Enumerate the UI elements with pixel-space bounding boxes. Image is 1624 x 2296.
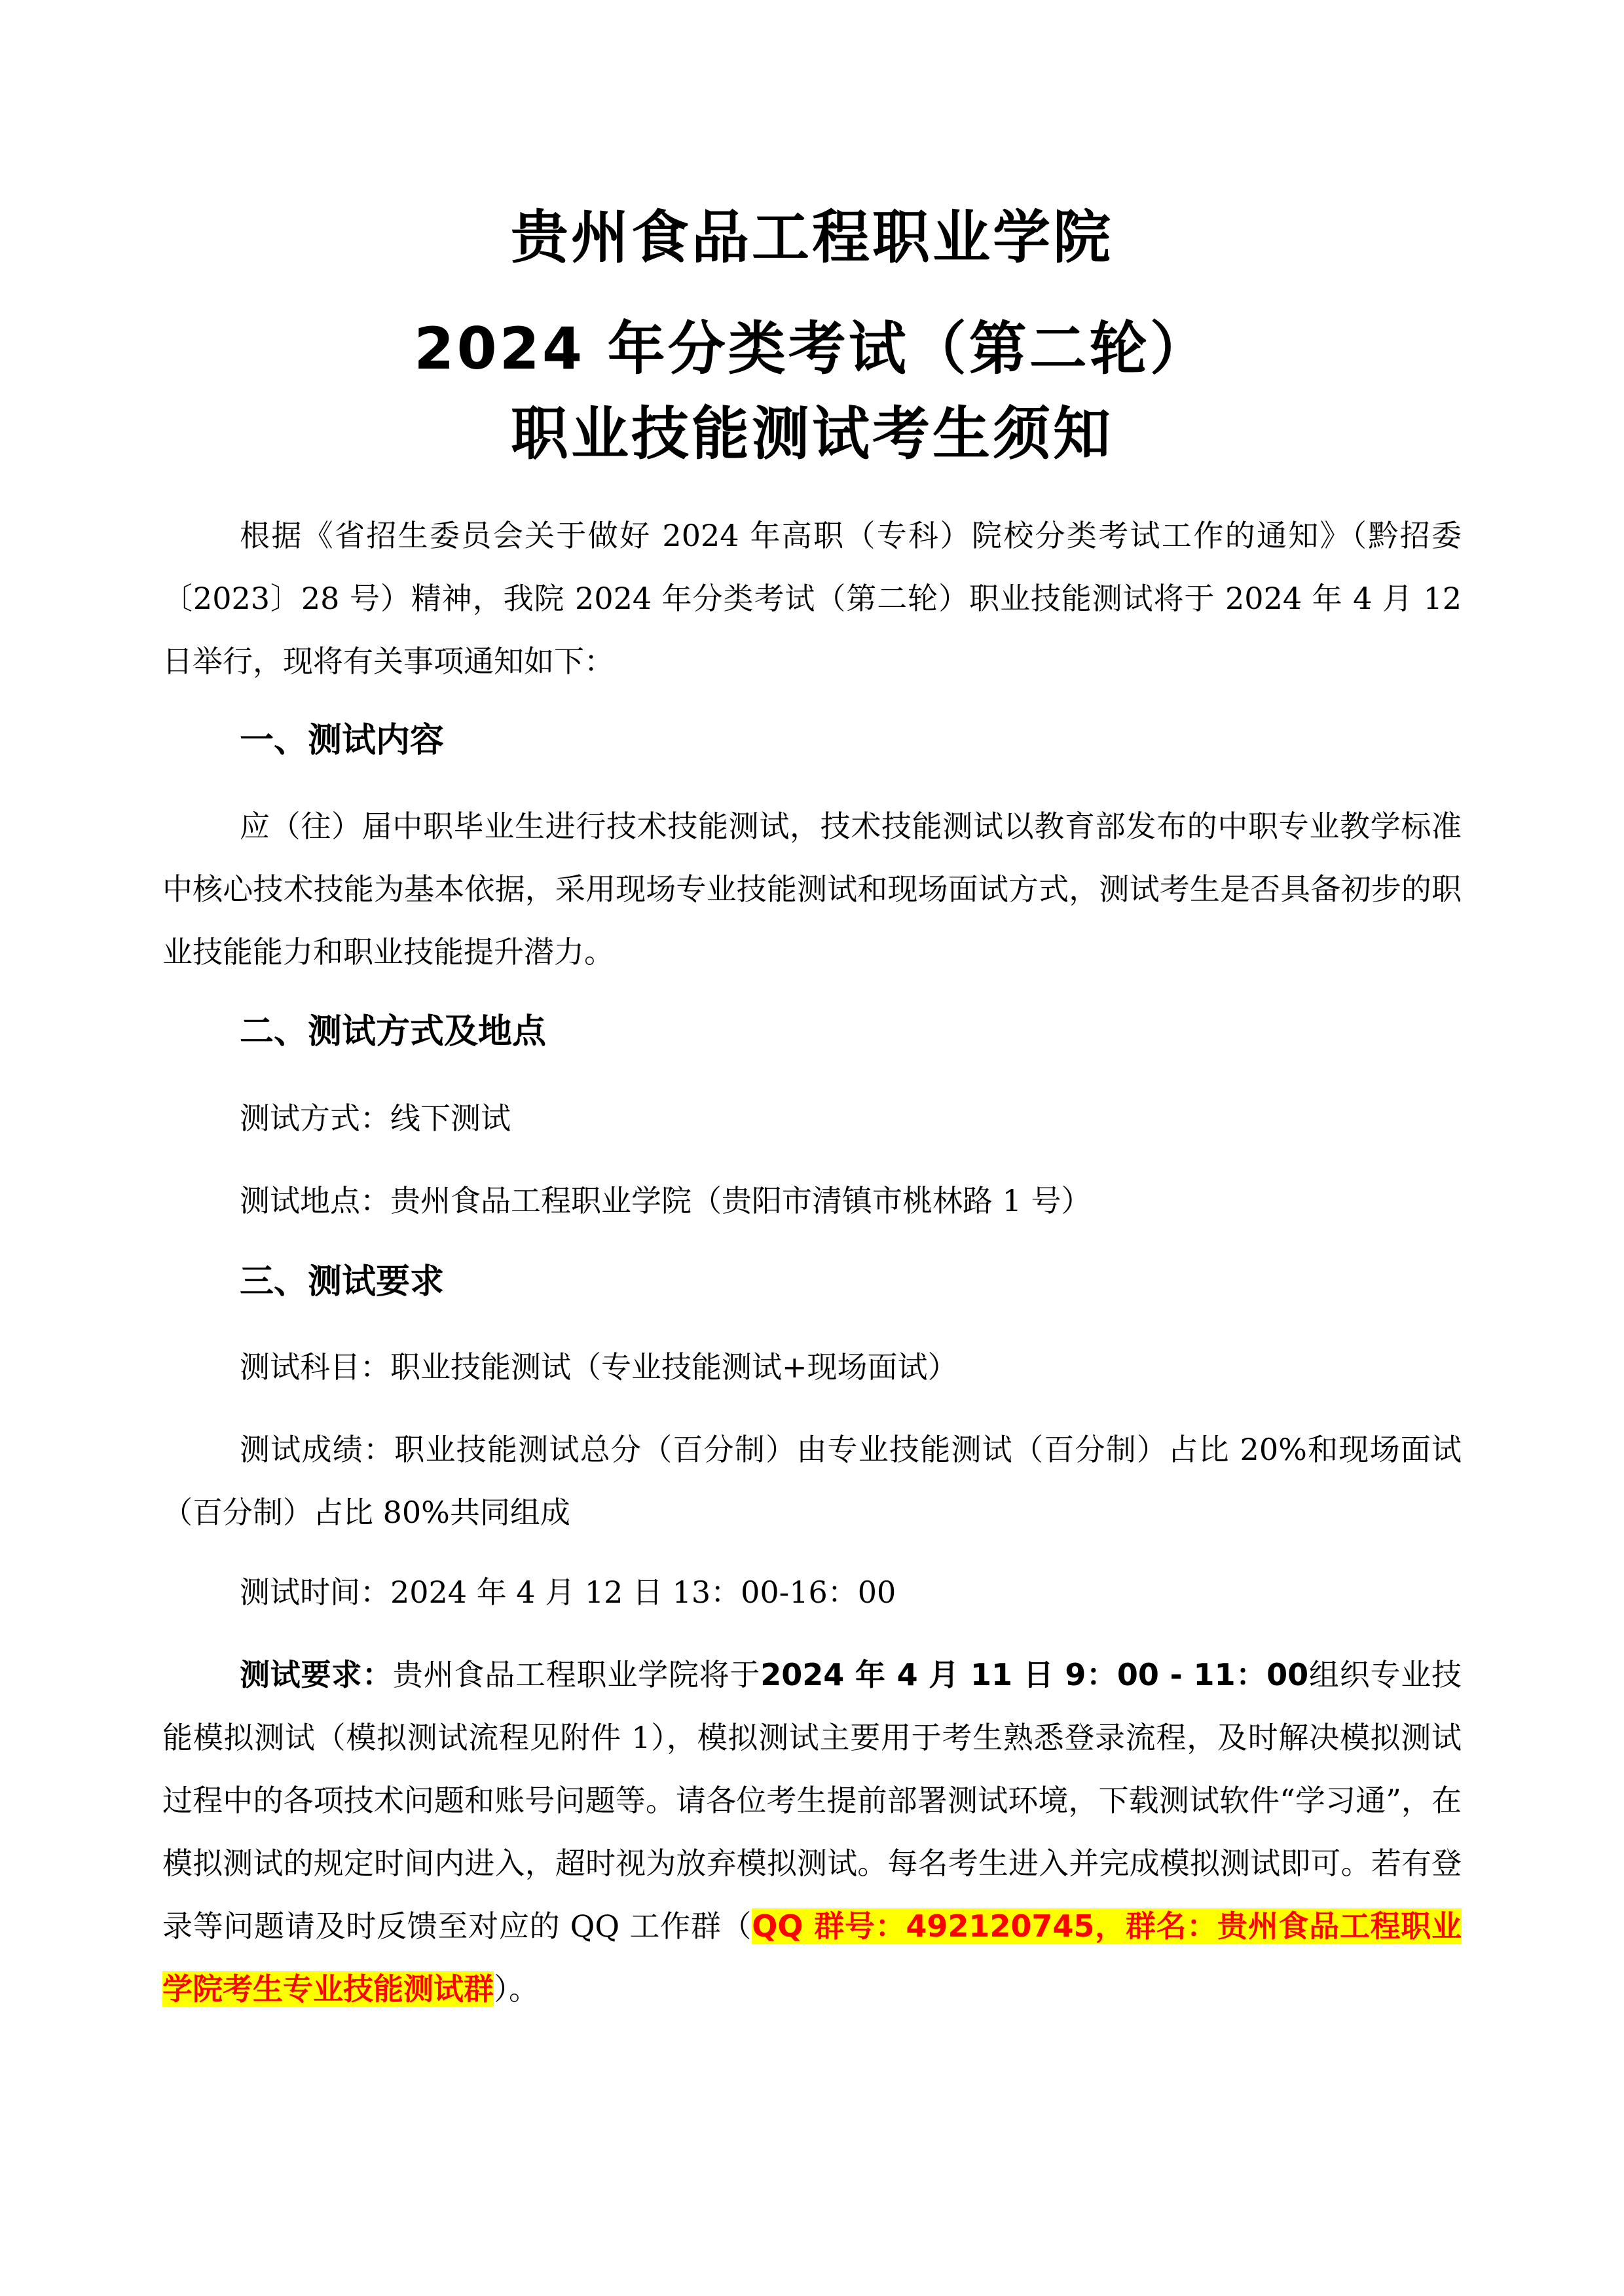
simulation-date: 2024 年 4 月 11 日 9：00 - 11：00 <box>760 1657 1309 1692</box>
test-location: 测试地点：贵州食品工程职业学院（贵阳市清镇市桃林路 1 号） <box>240 1183 1092 1218</box>
requirements-text-1: 贵州食品工程职业学院将于 <box>392 1657 761 1692</box>
test-requirements <box>162 1643 1462 2020</box>
title-school: 贵州食品工程职业学院 <box>510 204 1113 271</box>
requirements-text-2: 组织专业技能模拟测试（模拟测试流程见附件 1），模拟测试主要用于考生熟悉登录流程，及时解决模拟测试过程中的各项技术问题和账号问题等。请各位考生提前部署测试环境，下载测试软件“学习通”，在模拟测试的规定时间内进入，超时视为放弃模拟测试。每名考生进入并完成模拟测试即可。若有登录等问题请及时反馈至对应的 QQ 工作群（ <box>162 1657 1462 1944</box>
title-notice: 职业技能测试考生须知 <box>510 400 1113 467</box>
test-subject: 测试科目：职业技能测试（专业技能测试+现场面试） <box>240 1349 958 1385</box>
requirements-end: ）。 <box>494 1971 539 2007</box>
test-time: 测试时间：2024 年 4 月 12 日 13：00-16：00 <box>240 1575 896 1610</box>
section3-heading: 三、测试要求 <box>240 1262 445 1302</box>
test-score: 测试成绩：职业技能测试总分（百分制）由专业技能测试（百分制）占比 20%和现场面试（百分制）占比 80%共同组成 <box>162 1432 1462 1530</box>
section2-heading: 二、测试方式及地点 <box>240 1012 547 1051</box>
requirements-label: 测试要求： <box>240 1657 393 1692</box>
title-exam: 2024 年分类考试（第二轮） <box>414 315 1210 382</box>
section1-heading: 一、测试内容 <box>240 721 445 760</box>
test-method: 测试方式：线下测试 <box>240 1101 511 1136</box>
intro-paragraph: 根据《省招生委员会关于做好 2024 年高职（专科）院校分类考试工作的通知》（黔招委〔2023〕28 号）精神，我院 2024 年分类考试（第二轮）职业技能测试将于 2024 年 4 月 12 日举行，现将有关事项通知如下： <box>162 518 1462 679</box>
qq-group-highlight: QQ 群号：492120745，群名：贵州食品工程职业学院考生专业技能测试群 <box>162 1908 1462 2007</box>
section1-text: 应（往）届中职毕业生进行技术技能测试，技术技能测试以教育部发布的中职专业教学标准中核心技术技能为基本依据，采用现场专业技能测试和现场面试方式，测试考生是否具备初步的职业技能能力和职业技能提升潜力。 <box>162 809 1462 970</box>
